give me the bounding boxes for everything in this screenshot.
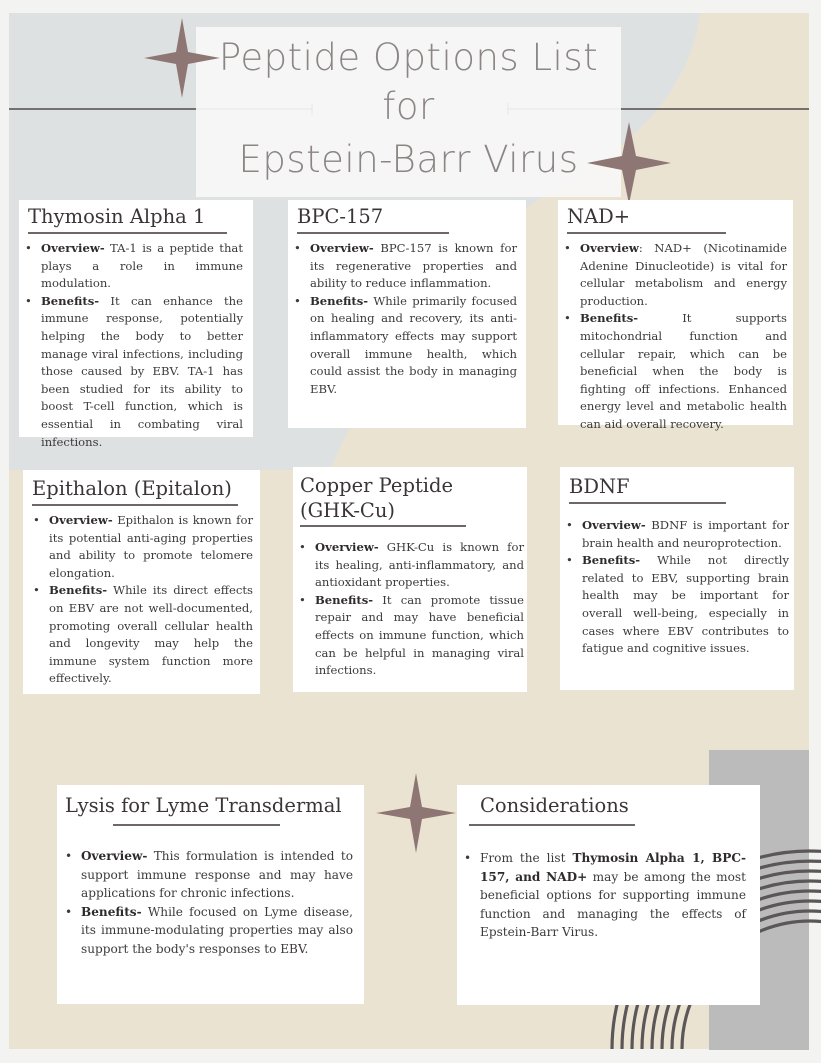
card-list [560, 517, 789, 658]
benefits-text: It can promote tissue repair and may have beneficial effects on immune function, which can be helpful in managing viral infections. [315, 592, 524, 678]
card-considerations [457, 785, 760, 1005]
title-line-3: Epstein-Barr Virus [238, 138, 579, 181]
overview-label: Overview- [315, 540, 379, 554]
card-title [300, 473, 453, 523]
card-list [458, 849, 746, 942]
card-list [288, 240, 517, 398]
benefits-item [41, 293, 243, 451]
title-rule [469, 824, 635, 826]
title-rule [567, 232, 726, 234]
title-rule [300, 525, 466, 527]
title-rule [569, 502, 726, 504]
benefits-label: Benefits- [582, 553, 641, 568]
card-list [59, 847, 353, 959]
card-lysis-for-lyme [57, 785, 364, 1004]
overview-text: GHK-Cu is known for its healing, anti-inflammatory, and antioxidant properties. [315, 540, 524, 590]
card-list [27, 512, 253, 688]
benefits-label: Benefits- [315, 592, 374, 607]
card-bdnf [560, 467, 794, 690]
overview-text: : NAD+ (Nicotinamide Adenine Dinucleotide) is vital for cellular metabolism and energy production. [580, 241, 787, 308]
benefits-item [315, 592, 524, 680]
benefits-label: Benefits- [49, 583, 108, 598]
title-box [196, 27, 621, 197]
overview-label: Overview [580, 241, 639, 255]
title-line-2: for [382, 85, 435, 128]
overview-label: Overview- [49, 513, 113, 527]
considerations-text-after: may be among the most beneficial options for supporting immune function and managing the effects of Epstein-Barr Virus. [480, 869, 746, 940]
overview-item [582, 517, 789, 552]
considerations-highlight: Thymosin Alpha 1, BPC-157, and NAD+ [480, 851, 746, 884]
overview-text: This formulation is intended to support immune response and may have applications for chronic infections. [81, 849, 353, 901]
card-title-line-1: Copper Peptide [300, 474, 454, 497]
card-title: Thymosin Alpha 1 [28, 205, 206, 228]
benefits-text: While focused on Lyme disease, its immune-modulating properties may also support the body's responses to EBV. [81, 904, 353, 956]
star-top-left-icon [144, 18, 220, 98]
benefits-text: While primarily focused on healing and recovery, its anti-inflammatory effects may support overall immune health, which could assist the body in managing EBV. [310, 293, 517, 396]
benefits-label: Benefits- [41, 293, 100, 308]
card-title: Considerations [480, 794, 629, 817]
benefits-text: While not directly related to EBV, supporting brain health may be important for overall well-being, especially in cases where EBV contributes to fatigue and cognitive issues. [582, 553, 789, 656]
benefits-item [582, 552, 789, 658]
overview-label: Overview- [582, 518, 646, 532]
benefits-item [81, 903, 353, 959]
card-title: Lysis for Lyme Transdermal [65, 794, 342, 817]
card-title: BPC-157 [297, 205, 384, 228]
card-title: BDNF [569, 475, 630, 498]
overview-label: Overview- [310, 241, 374, 255]
title-line-1: Peptide Options List [218, 36, 599, 79]
overview-text: TA-1 is a peptide that plays a role in immune modulation. [41, 241, 243, 291]
benefits-item [310, 293, 517, 399]
overview-item [580, 240, 787, 310]
overview-item [315, 539, 524, 592]
overview-item [81, 847, 353, 903]
card-thymosin-alpha-1 [19, 200, 253, 449]
card-bpc-157 [288, 200, 526, 428]
overview-text: BDNF is important for brain health and neuroprotection. [582, 518, 789, 550]
benefits-item [49, 582, 253, 688]
benefits-label: Benefits- [580, 311, 639, 326]
card-list [19, 240, 243, 451]
benefits-label: Benefits- [310, 293, 369, 308]
benefits-text: While its direct effects on EBV are not well-documented, promoting overall cellular health and longevity may help the immune system function more effectively. [49, 583, 253, 686]
star-bottom-center-icon [376, 773, 456, 853]
card-nad-plus [558, 200, 793, 431]
title-rule [32, 504, 238, 506]
benefits-item [580, 310, 787, 433]
overview-item [41, 240, 243, 293]
title-rule [113, 824, 280, 826]
card-title-line-2: (GHK-Cu) [300, 499, 396, 522]
overview-label: Overview- [81, 849, 148, 863]
overview-item [310, 240, 517, 293]
considerations-item [480, 849, 746, 942]
title-rule [28, 232, 227, 234]
card-list [293, 539, 524, 680]
benefits-label: Benefits- [81, 904, 142, 919]
card-title: Epithalon (Epitalon) [32, 477, 232, 500]
overview-item [49, 512, 253, 582]
considerations-text-before: From the list [480, 851, 573, 865]
benefits-text: It can enhance the immune response, potentially helping the body to better manage viral infections, including those caused by EBV. TA-1 has been studied for its ability to boost T-cell function, which is essential in combating viral infections. [41, 293, 243, 449]
benefits-text: It supports mitochondrial function and cellular repair, which can be beneficial when the body is fighting off infections. Enhanced energy level and metabolic health can aid overall recovery. [580, 311, 787, 431]
card-list [558, 240, 787, 434]
overview-text: BPC-157 is known for its regenerative properties and ability to reduce inflammation. [310, 241, 517, 291]
card-copper-peptide [293, 467, 527, 692]
overview-label: Overview- [41, 241, 105, 255]
card-epithalon [23, 470, 260, 694]
card-title: NAD+ [567, 205, 631, 228]
title-rule [297, 232, 449, 234]
overview-text: Epithalon is known for its potential anti-aging properties and ability to promote telomere elongation. [49, 513, 253, 580]
star-title-right-icon [587, 122, 671, 204]
